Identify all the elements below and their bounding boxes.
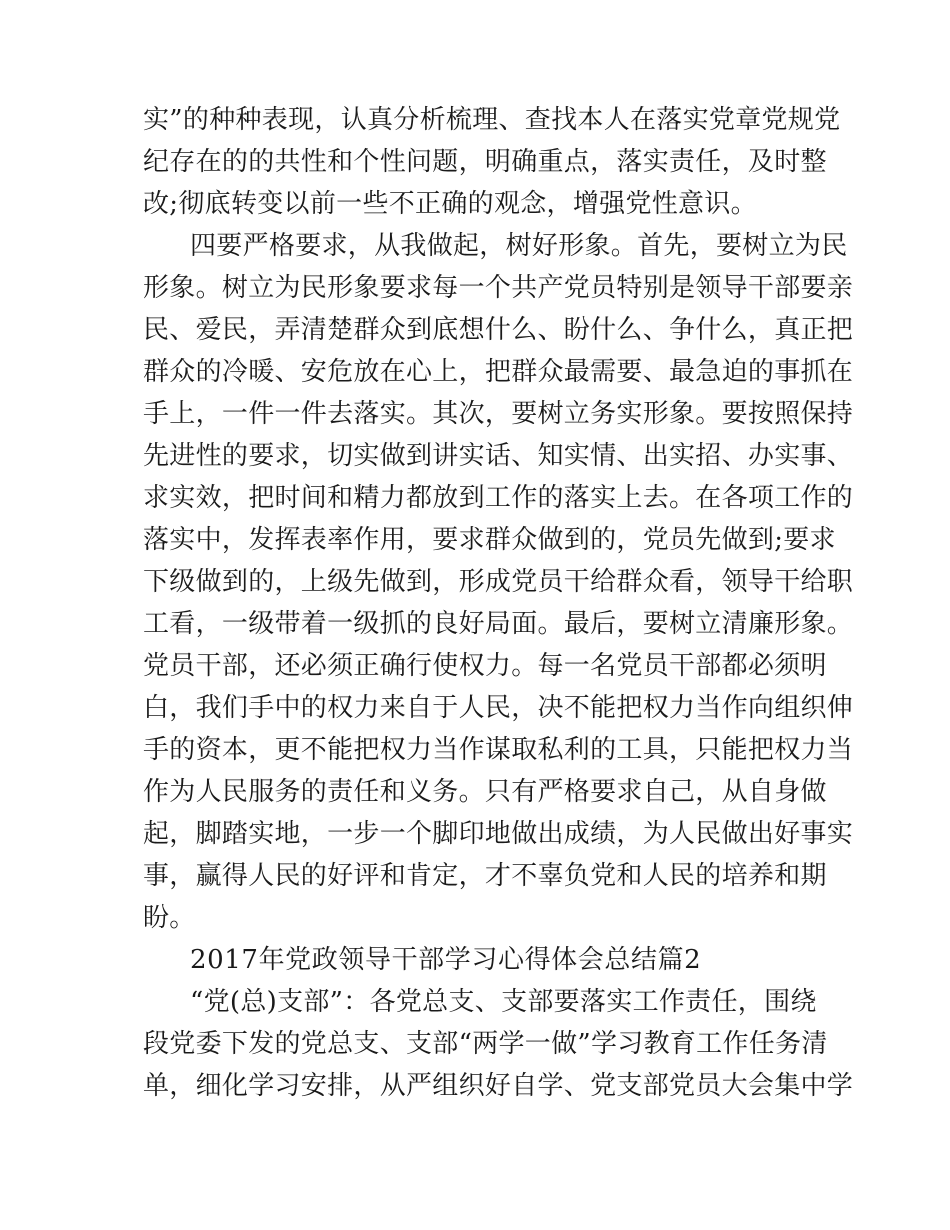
text-line: 单，细化学习安排，从严组织好自学、党支部党员大会集中学 <box>143 1071 854 1101</box>
text-line: 事，赢得人民的好评和肯定，才不辜负党和人民的培养和期 <box>143 861 827 891</box>
text-line: 纪存在的的共性和个性问题，明确重点，落实责任，及时整 <box>143 147 827 177</box>
text-line: 改;彻底转变以前一些不正确的观念，增强党性意识。 <box>143 189 757 219</box>
text-line: 盼。 <box>143 903 196 933</box>
text-line: 党员干部，还必须正确行使权力。每一名党员干部都必须明 <box>143 651 827 681</box>
text-line: 手上，一件一件去落实。其次，要树立务实形象。要按照保持 <box>143 399 854 429</box>
text-line: 起，脚踏实地，一步一个脚印地做出成绩，为人民做出好事实 <box>143 819 854 849</box>
paragraph-first-line: “党(总)支部”：各党总支、支部要落实工作责任，围绕 <box>190 987 817 1017</box>
text-line: 工看，一级带着一级抓的良好局面。最后，要树立清廉形象。 <box>143 609 854 639</box>
text-line: 下级做到的，上级先做到，形成党员干给群众看，领导干给职 <box>143 567 854 597</box>
text-line: 先进性的要求，切实做到讲实话、知实情、出实招、办实事、 <box>143 441 854 471</box>
text-line: 白，我们手中的权力来自于人民，决不能把权力当作向组织伸 <box>143 693 854 723</box>
text-line: 实”的种种表现，认真分析梳理、查找本人在落实党章党规党 <box>143 105 841 135</box>
text-line: 段党委下发的党总支、支部“两学一做”学习教育工作任务清 <box>143 1029 828 1059</box>
section-heading: 2017年党政领导干部学习心得体会总结篇2 <box>190 945 702 975</box>
text-line: 落实中，发挥表率作用，要求群众做到的，党员先做到;要求 <box>143 525 836 555</box>
text-line: 手的资本，更不能把权力当作谋取私利的工具，只能把权力当 <box>143 735 854 765</box>
text-line: 作为人民服务的责任和义务。只有严格要求自己，从自身做 <box>143 777 827 807</box>
text-line: 求实效，把时间和精力都放到工作的落实上去。在各项工作的 <box>143 483 854 513</box>
text-line: 形象。树立为民形象要求每一个共产党员特别是领导干部要亲 <box>143 273 854 303</box>
text-line: 民、爱民，弄清楚群众到底想什么、盼什么、争什么，真正把 <box>143 315 854 345</box>
text-line: 群众的冷暖、安危放在心上，把群众最需要、最急迫的事抓在 <box>143 357 854 387</box>
paragraph-first-line: 四要严格要求，从我做起，树好形象。首先，要树立为民 <box>190 231 848 261</box>
